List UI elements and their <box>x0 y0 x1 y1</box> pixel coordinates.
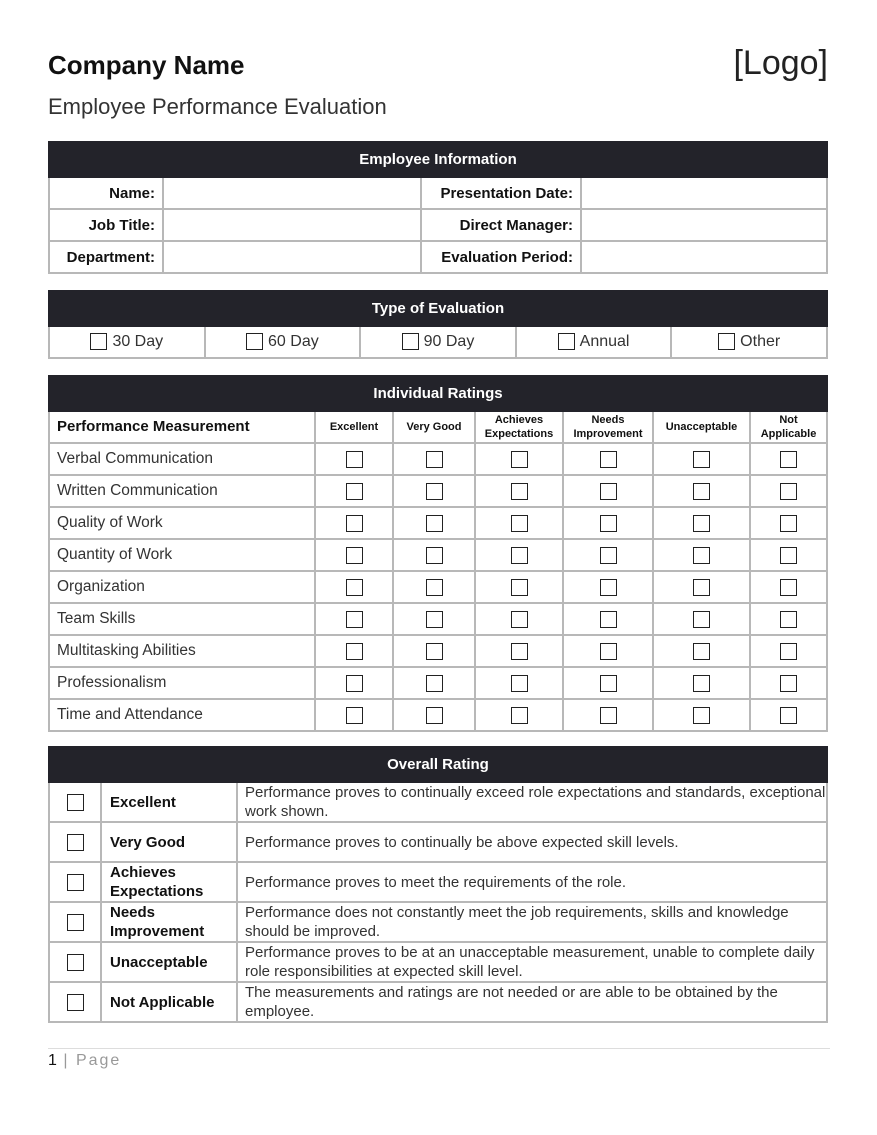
rating-checkbox[interactable] <box>600 515 617 532</box>
overall-rating-table <box>48 746 828 1023</box>
rating-cell <box>653 571 750 603</box>
company-name: Company Name <box>48 50 245 80</box>
field-input[interactable] <box>163 241 421 273</box>
measurement-label: Written Communication <box>49 475 315 507</box>
rating-cell <box>393 507 475 539</box>
rating-cell <box>315 539 393 571</box>
rating-checkbox[interactable] <box>511 675 528 692</box>
rating-cell <box>475 603 563 635</box>
rating-checkbox[interactable] <box>693 515 710 532</box>
rating-checkbox[interactable] <box>346 483 363 500</box>
rating-description: Performance proves to continually be above expected skill levels. <box>237 822 827 862</box>
field-input[interactable] <box>163 177 421 209</box>
measurement-label: Time and Attendance <box>49 699 315 731</box>
info-row <box>49 241 827 273</box>
page-footer <box>48 1052 121 1070</box>
rating-checkbox[interactable] <box>346 451 363 468</box>
rating-checkbox[interactable] <box>693 451 710 468</box>
rating-checkbox[interactable] <box>600 643 617 660</box>
rating-name: Very Good <box>101 822 237 862</box>
section-header: Employee Information <box>49 142 827 177</box>
rating-checkbox[interactable] <box>346 579 363 596</box>
rating-checkbox[interactable] <box>780 515 797 532</box>
rating-cell <box>315 699 393 731</box>
rating-checkbox[interactable] <box>600 707 617 724</box>
rating-cell <box>475 699 563 731</box>
rating-row <box>49 507 827 539</box>
logo-placeholder: [Logo] <box>733 44 828 82</box>
page-label: | Page <box>63 1052 122 1069</box>
field-input[interactable] <box>163 209 421 241</box>
rating-cell <box>393 699 475 731</box>
overall-rating-row <box>49 862 827 902</box>
rating-cell <box>315 507 393 539</box>
rating-cell <box>750 539 827 571</box>
option-label: Annual <box>579 333 630 350</box>
info-row <box>49 209 827 241</box>
evaluation-option[interactable] <box>205 326 361 358</box>
rating-cell <box>750 475 827 507</box>
rating-cell <box>393 603 475 635</box>
rating-description: Performance does not constantly meet the job requirements, skills and knowledge should be improved. <box>237 902 827 942</box>
field-label: Evaluation Period: <box>421 241 581 273</box>
rating-cell <box>315 667 393 699</box>
rating-checkbox[interactable] <box>693 547 710 564</box>
rating-name: Unacceptable <box>101 942 237 982</box>
checkbox-cell <box>49 982 101 1022</box>
rating-cell <box>750 443 827 475</box>
document-title: Employee Performance Evaluation <box>48 94 387 119</box>
rating-cell <box>393 475 475 507</box>
column-header-row <box>49 411 827 443</box>
rating-checkbox[interactable] <box>511 547 528 564</box>
rating-row <box>49 571 827 603</box>
rating-cell <box>563 571 653 603</box>
option-label: Other <box>740 333 781 350</box>
rating-checkbox[interactable] <box>346 611 363 628</box>
option-label: 30 Day <box>112 333 164 350</box>
rating-checkbox[interactable] <box>780 579 797 596</box>
rating-checkbox[interactable] <box>511 643 528 660</box>
info-row <box>49 177 827 209</box>
rating-checkbox[interactable] <box>780 547 797 564</box>
measurement-label: Quantity of Work <box>49 539 315 571</box>
rating-checkbox[interactable] <box>346 643 363 660</box>
section-header: Overall Rating <box>49 747 827 782</box>
rating-checkbox[interactable] <box>426 451 443 468</box>
rating-checkbox[interactable] <box>693 483 710 500</box>
measurement-label: Organization <box>49 571 315 603</box>
rating-cell <box>315 603 393 635</box>
rating-cell <box>750 571 827 603</box>
evaluation-option[interactable] <box>360 326 516 358</box>
field-input[interactable] <box>581 241 827 273</box>
overall-checkbox[interactable] <box>67 834 84 851</box>
rating-cell <box>750 635 827 667</box>
field-label: Job Title: <box>49 209 163 241</box>
field-label: Name: <box>49 177 163 209</box>
rating-row <box>49 443 827 475</box>
rating-checkbox[interactable] <box>693 579 710 596</box>
measurement-label: Verbal Communication <box>49 443 315 475</box>
rating-checkbox[interactable] <box>426 611 443 628</box>
rating-cell <box>315 443 393 475</box>
rating-column-header: Unacceptable <box>653 411 750 443</box>
rating-cell <box>653 667 750 699</box>
rating-checkbox[interactable] <box>600 675 617 692</box>
rating-checkbox[interactable] <box>600 547 617 564</box>
rating-checkbox[interactable] <box>511 579 528 596</box>
rating-checkbox[interactable] <box>346 515 363 532</box>
rating-cell <box>475 571 563 603</box>
rating-cell <box>475 667 563 699</box>
overall-rating-row <box>49 982 827 1022</box>
rating-name: Needs Improvement <box>101 902 237 942</box>
field-label: Direct Manager: <box>421 209 581 241</box>
rating-cell <box>475 635 563 667</box>
rating-row <box>49 539 827 571</box>
field-input[interactable] <box>581 177 827 209</box>
rating-checkbox[interactable] <box>780 643 797 660</box>
rating-checkbox[interactable] <box>346 547 363 564</box>
evaluation-checkbox[interactable] <box>558 333 575 350</box>
rating-column-header: Not Applicable <box>750 411 827 443</box>
rating-cell <box>750 667 827 699</box>
rating-cell <box>475 443 563 475</box>
rating-cell <box>653 635 750 667</box>
measurement-label: Team Skills <box>49 603 315 635</box>
rating-cell <box>563 443 653 475</box>
evaluation-option[interactable] <box>671 326 827 358</box>
overall-checkbox[interactable] <box>67 994 84 1011</box>
rating-checkbox[interactable] <box>693 611 710 628</box>
rating-description: The measurements and ratings are not needed or are able to be obtained by the employee. <box>237 982 827 1022</box>
rating-description: Performance proves to continually exceed role expectations and standards, exceptional work shown. <box>237 782 827 822</box>
rating-cell <box>393 571 475 603</box>
rating-checkbox[interactable] <box>426 675 443 692</box>
rating-column-header: Excellent <box>315 411 393 443</box>
field-label: Department: <box>49 241 163 273</box>
rating-cell <box>393 635 475 667</box>
overall-checkbox[interactable] <box>67 794 84 811</box>
rating-cell <box>563 507 653 539</box>
checkbox-cell <box>49 782 101 822</box>
measurement-header: Performance Measurement <box>49 411 315 443</box>
measurement-label: Professionalism <box>49 667 315 699</box>
rating-checkbox[interactable] <box>511 707 528 724</box>
rating-cell <box>315 635 393 667</box>
rating-cell <box>750 603 827 635</box>
footer-divider <box>48 1048 830 1049</box>
rating-checkbox[interactable] <box>600 579 617 596</box>
rating-checkbox[interactable] <box>780 483 797 500</box>
rating-checkbox[interactable] <box>511 451 528 468</box>
rating-row <box>49 635 827 667</box>
evaluation-checkbox[interactable] <box>718 333 735 350</box>
rating-cell <box>393 667 475 699</box>
rating-cell <box>653 699 750 731</box>
overall-rating-row <box>49 902 827 942</box>
measurement-label: Quality of Work <box>49 507 315 539</box>
section-header: Type of Evaluation <box>49 291 827 326</box>
rating-cell <box>563 699 653 731</box>
rating-checkbox[interactable] <box>346 675 363 692</box>
rating-name: Achieves Expectations <box>101 862 237 902</box>
overall-rating-row <box>49 822 827 862</box>
overall-rating-row <box>49 942 827 982</box>
rating-row <box>49 667 827 699</box>
rating-cell <box>653 475 750 507</box>
rating-checkbox[interactable] <box>426 643 443 660</box>
rating-checkbox[interactable] <box>780 611 797 628</box>
rating-name: Not Applicable <box>101 982 237 1022</box>
rating-cell <box>475 507 563 539</box>
rating-cell <box>315 475 393 507</box>
rating-checkbox[interactable] <box>693 707 710 724</box>
rating-checkbox[interactable] <box>600 483 617 500</box>
rating-cell <box>475 539 563 571</box>
rating-cell <box>315 571 393 603</box>
rating-description: Performance proves to be at an unacceptable measurement, unable to complete daily role responsibilities at expected skill level. <box>237 942 827 982</box>
rating-cell <box>393 443 475 475</box>
rating-checkbox[interactable] <box>346 707 363 724</box>
rating-cell <box>653 443 750 475</box>
rating-row <box>49 603 827 635</box>
rating-cell <box>563 667 653 699</box>
overall-checkbox[interactable] <box>67 954 84 971</box>
rating-checkbox[interactable] <box>426 547 443 564</box>
rating-checkbox[interactable] <box>780 675 797 692</box>
section-header: Individual Ratings <box>49 376 827 411</box>
rating-name: Excellent <box>101 782 237 822</box>
rating-cell <box>653 539 750 571</box>
employee-information-table <box>48 141 828 274</box>
evaluation-checkbox[interactable] <box>402 333 419 350</box>
rating-cell <box>563 603 653 635</box>
evaluation-option[interactable] <box>49 326 205 358</box>
rating-checkbox[interactable] <box>426 483 443 500</box>
overall-checkbox[interactable] <box>67 914 84 931</box>
rating-cell <box>563 475 653 507</box>
rating-checkbox[interactable] <box>693 643 710 660</box>
rating-checkbox[interactable] <box>780 451 797 468</box>
evaluation-type-table <box>48 290 828 359</box>
rating-cell <box>750 507 827 539</box>
field-label: Presentation Date: <box>421 177 581 209</box>
rating-column-header: Achieves Expectations <box>475 411 563 443</box>
rating-row <box>49 699 827 731</box>
rating-checkbox[interactable] <box>780 707 797 724</box>
rating-checkbox[interactable] <box>693 675 710 692</box>
rating-cell <box>750 699 827 731</box>
individual-ratings-table <box>48 375 828 732</box>
rating-cell <box>563 539 653 571</box>
rating-checkbox[interactable] <box>426 515 443 532</box>
checkbox-cell <box>49 862 101 902</box>
rating-checkbox[interactable] <box>426 707 443 724</box>
rating-cell <box>475 475 563 507</box>
rating-description: Performance proves to meet the requirements of the role. <box>237 862 827 902</box>
checkbox-cell <box>49 942 101 982</box>
rating-column-header: Very Good <box>393 411 475 443</box>
evaluation-checkbox[interactable] <box>246 333 263 350</box>
option-label: 60 Day <box>268 333 319 350</box>
overall-rating-row <box>49 782 827 822</box>
rating-checkbox[interactable] <box>600 611 617 628</box>
rating-checkbox[interactable] <box>511 515 528 532</box>
overall-checkbox[interactable] <box>67 874 84 891</box>
page-number: 1 <box>48 1052 57 1069</box>
checkbox-cell <box>49 902 101 942</box>
rating-column-header: Needs Improvement <box>563 411 653 443</box>
measurement-label: Multitasking Abilities <box>49 635 315 667</box>
rating-cell <box>563 635 653 667</box>
checkbox-cell <box>49 822 101 862</box>
evaluation-checkbox[interactable] <box>90 333 107 350</box>
rating-cell <box>393 539 475 571</box>
rating-row <box>49 475 827 507</box>
evaluation-option[interactable] <box>516 326 672 358</box>
rating-checkbox[interactable] <box>511 483 528 500</box>
rating-cell <box>653 603 750 635</box>
rating-checkbox[interactable] <box>511 611 528 628</box>
field-input[interactable] <box>581 209 827 241</box>
rating-checkbox[interactable] <box>426 579 443 596</box>
rating-checkbox[interactable] <box>600 451 617 468</box>
rating-cell <box>653 507 750 539</box>
option-label: 90 Day <box>423 333 475 350</box>
